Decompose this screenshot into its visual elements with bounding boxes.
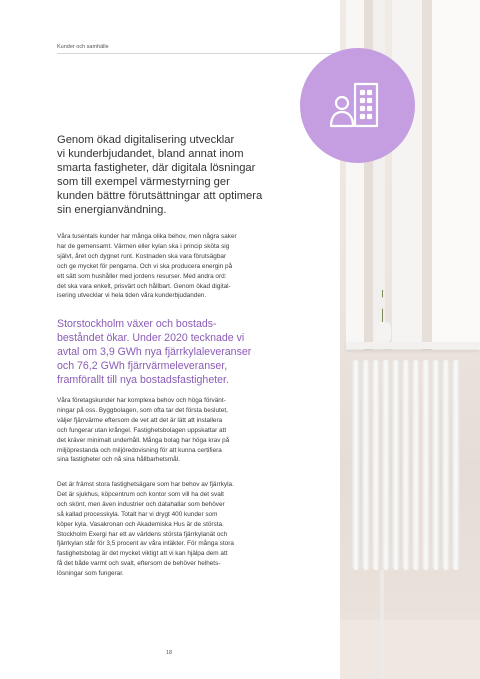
- radiator: [352, 360, 468, 570]
- window-pane: [432, 0, 480, 350]
- header-divider: [57, 53, 340, 54]
- person-building-icon: [300, 48, 415, 163]
- section-label: Kunder och samhälle: [57, 44, 109, 50]
- vase: [375, 322, 391, 342]
- radiator-pipe: [380, 570, 384, 679]
- plant-flower: [377, 296, 384, 310]
- body-paragraph-2: Våra företagskunder har komplexa behov och höga förvänt- ningar på oss. Byggbolagen, som ofta tar det första beslutet, väljer fjärrvärme eftersom de vet att det är lätt att installera och fungerar utan krångel. Fastighetsbolagen uppskattar att det kräver minimalt underhåll. Många bolag har höga krav på miljöprestanda och miljöredovisning för att kunna certifiera sina fastigheter och nå sina hållbarhetsmål.: [57, 397, 230, 464]
- body-paragraph-1: Våra tusentals kunder har många olika behov, men några saker har de gemensamt. Värmen eller kylan ska i princip sköta sig självt, året och dygnet runt. Kostnaden ska vara förutsägbar och ge mycket för pengarna. Och vi ska producera energin på ett sätt som hushåller med jordens resurser. Med andra ord: det ska vara enkelt, prisvärt och hållbart. Genom ökad digital- isering utvecklar vi hela tiden våra kunderbjudanden.: [57, 233, 237, 300]
- intro-text: Genom ökad digitalisering utvecklar vi kunderbjudandet, bland annat inom smarta fastigheter, där digitala lösningar som till exempel värmestyrning ger kunden bättre förutsättningar att optimera sin energianvändning.: [57, 134, 263, 217]
- window-sill: [346, 342, 480, 349]
- window-frame: [392, 0, 422, 350]
- highlight-quote: Storstockholm växer och bostads- beståndet ökar. Under 2020 tecknade vi avtal om 3,9 GWh nya fjärrkylaleveranser och 76,2 GWh fjärrvärmeleveranser, framförallt till nya bostadsfastigheter.: [57, 318, 252, 386]
- body-paragraph-3: Det är främst stora fastighetsägare som har behov av fjärrkyla. Det är sjukhus, köpcentrum och kontor som vill ha det svalt och skönt, men även industrier och datahallar som behöver så kallad processkyla. Totalt har vi drygt 400 kunder som köper kyla. Vasakronan och Akademiska Hus är de största. Stockholm Exergi har ett av världens största fjärrkylanät och fjärrkylan står för 3,5 procent av våra intäkter. För många stora fastighetsbolag är det mycket viktigt att vi kan hjälpa dem att få det både varmt och svalt, eftersom de behöver helhets- lösningar som fungerar.: [57, 481, 234, 578]
- page-number: 18: [166, 650, 173, 656]
- floor: [340, 620, 480, 679]
